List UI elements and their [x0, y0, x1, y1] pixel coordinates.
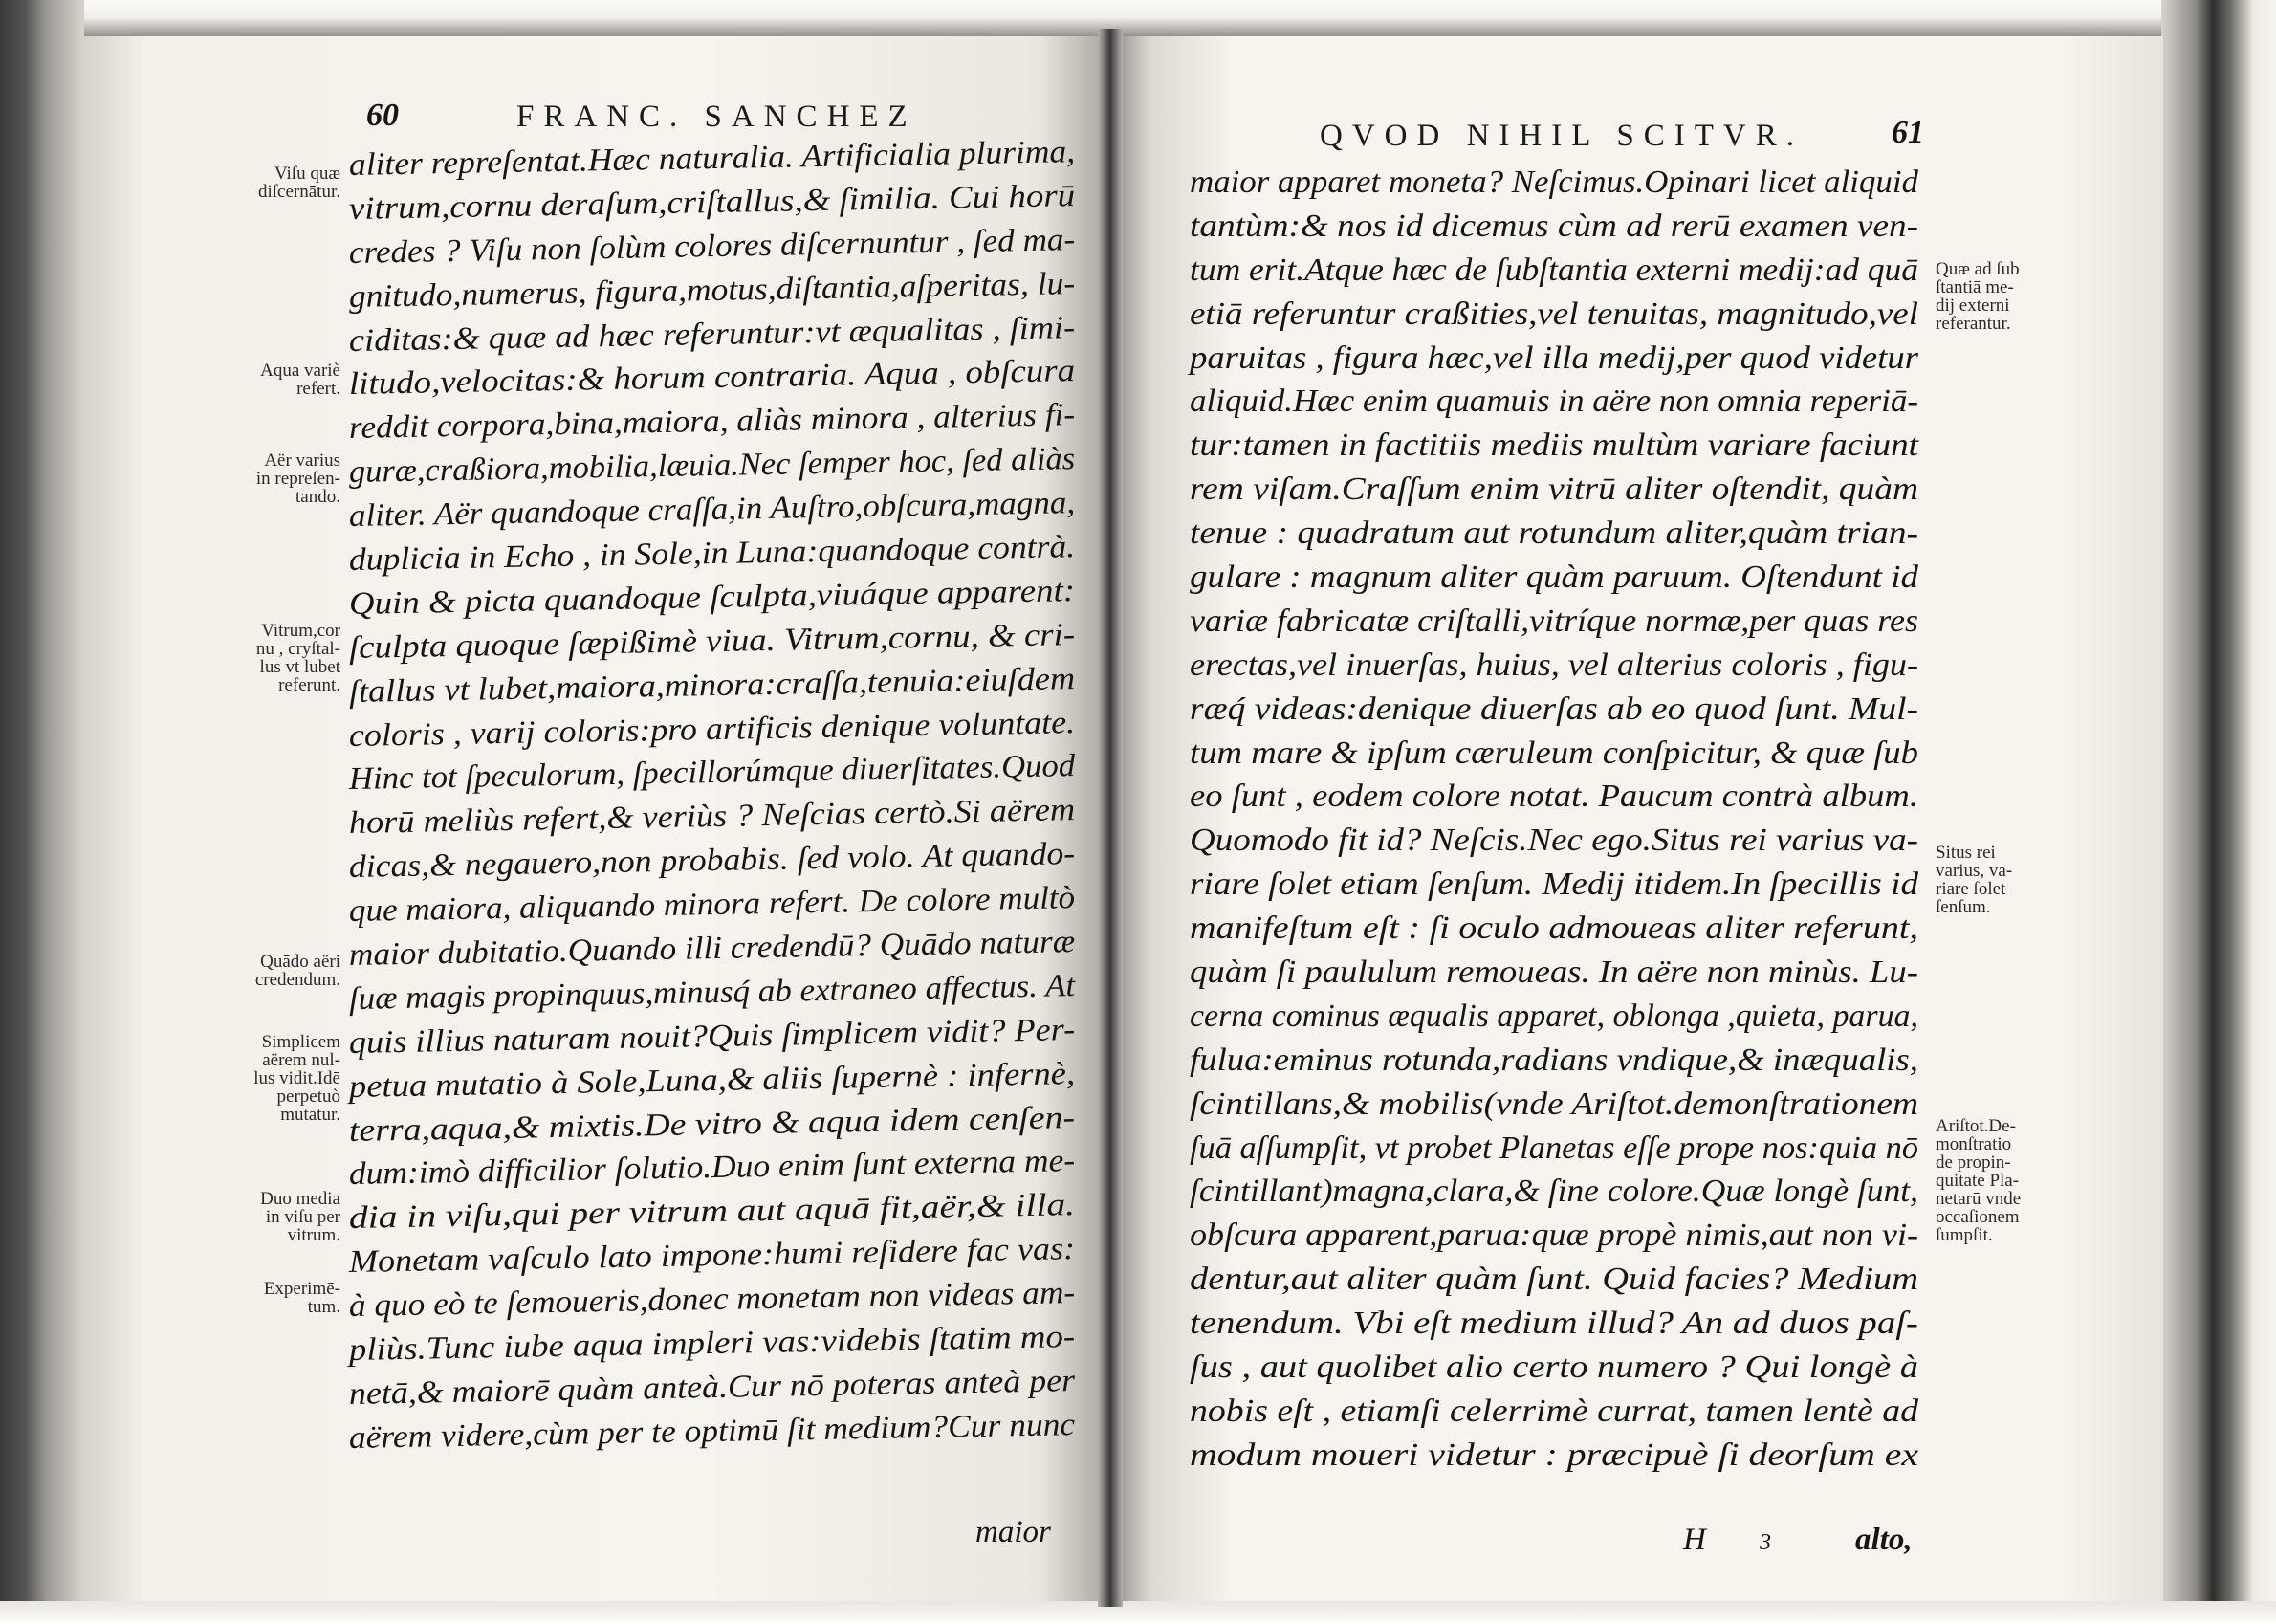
text-line: tantùm:& nos id dicemus cùm ad rerū examen ven- [1190, 208, 1918, 244]
text-line: pliùs.Tunc iube aqua impleri vas:videbis ſtatim mo- [348, 1319, 1076, 1369]
right-catchword: alto, [1855, 1523, 1913, 1557]
marginal-note-line: quitate Pla- [1936, 1171, 2020, 1191]
text-line: rem viſam.Craſſum enim vitrū aliter oſtendit, quàm [1190, 472, 1918, 508]
marginal-note-line: de propin- [1936, 1152, 2011, 1173]
text-line: que maiora, aliquando minora refert. De colore multò [348, 880, 1076, 930]
marginal-note-line: in viſu per [265, 1207, 340, 1227]
marginal-note-line: credendum. [254, 970, 340, 990]
marginal-note-line: riare ſolet [1936, 879, 2006, 899]
marginal-note [253, 1033, 340, 1124]
marginal-note-line: tando. [295, 487, 340, 507]
text-line: ſcintillans,& mobilis(vnde Ariſtot.demonſtrationem [1190, 1086, 1918, 1122]
book-gutter [1098, 29, 1123, 1607]
marginal-note-line: tum. [307, 1297, 340, 1317]
text-line: ciditas:& quæ ad hæc referuntur:vt æqualitas , ſimi- [348, 309, 1076, 359]
marginal-note-line: Simplicem [261, 1032, 340, 1052]
marginal-note-line: dij externi [1936, 296, 2010, 316]
marginal-note-line: Quæ ad ſub [1936, 259, 2020, 279]
text-line: Monetam vaſculo lato impone:humi reſidere fac vas: [348, 1231, 1076, 1281]
marginal-note [260, 1190, 340, 1244]
right-page-number: 61 [1892, 115, 1924, 150]
marginal-note-line: ſumpſit. [1936, 1225, 1993, 1245]
marginal-note [264, 1280, 340, 1316]
marginal-note-line: refert. [296, 379, 340, 399]
text-line: Hinc tot ſpeculorum, ſpecillorúmque diuerſitates.Quod [348, 748, 1076, 798]
text-line: modum moueri videtur : præcipuè ſi deorſum ex [1190, 1437, 1918, 1473]
text-line: maior dubitatio.Quando illi credendū? Quādo naturæ [348, 924, 1076, 974]
marginal-note-line: varius, va- [1936, 861, 2013, 881]
marginal-note-line: Ariſtot.De- [1936, 1116, 2016, 1136]
left-catchword: maior [975, 1515, 1051, 1549]
marginal-note-line: diſcernātur. [258, 182, 340, 202]
right-page-text [1190, 161, 1926, 1478]
marginal-note [255, 953, 340, 989]
text-line: eo ſunt , eodem colore notat. Paucum contrà album. [1190, 779, 1918, 815]
text-line: etiā referuntur craßities,vel tenuitas, magnitudo,vel [1190, 296, 1918, 332]
marginal-note-line: aërem nul- [262, 1050, 340, 1070]
text-line: horū meliùs refert,& veriùs ? Neſcias certò.Si aërem [348, 792, 1076, 842]
text-line: ſuæ magis propinquus,minusq́ ab extraneo affectus. At [348, 968, 1076, 1017]
marginal-note [256, 451, 340, 506]
marginal-note-line: monſtratio [1936, 1134, 2012, 1154]
text-line: aërem videre,cùm per te optimū ſit medium?Cur nunc [348, 1406, 1076, 1456]
text-line: obſcura apparent,parua:quæ propè nimis,aut non vi- [1190, 1218, 1918, 1254]
marginal-note-line: Aër varius [264, 450, 340, 471]
marginal-note [1936, 844, 2012, 916]
marginal-note-line: ſtantiā me- [1936, 277, 2014, 297]
text-line: ræq́ videas:denique diuerſas ab eo quod ſunt. Mul- [1190, 691, 1918, 727]
marginal-note-line: referunt. [278, 675, 340, 695]
marginal-note-line: nu , cryſtal- [255, 639, 340, 659]
text-line: aliter. Aër quandoque craſſa,in Auſtro,obſcura,magna, [348, 485, 1076, 535]
marginal-note-line: Duo media [260, 1189, 340, 1209]
marginal-note-line: lus vidit.Idē [253, 1068, 340, 1088]
marginal-note-line: in repreſen- [255, 469, 340, 489]
text-line: riare ſolet etiam ſenſum. Medij itidem.In ſpecillis id [1190, 867, 1918, 903]
signature-number: 3 [1760, 1530, 1771, 1555]
text-line: dum:imò difficilior ſolutio.Duo enim ſunt externa me- [348, 1143, 1076, 1193]
marginal-note-line: netarū vnde [1936, 1189, 2022, 1209]
right-running-head: QVOD NIHIL SCITVR. [1320, 119, 1805, 153]
text-line: credes ? Viſu non ſolùm colores diſcernuntur , ſed ma- [348, 221, 1076, 271]
marginal-note-line: referantur. [1936, 314, 2011, 334]
marginal-note [260, 362, 340, 398]
left-page-number: 60 [366, 98, 399, 133]
text-line: tenendum. Vbi eſt medium illud? An ad duos paſ- [1190, 1306, 1918, 1342]
text-line: cerna cominus æqualis apparet, oblonga ,quieta, parua, [1190, 998, 1918, 1034]
text-line: tenue : quadratum aut rotundum aliter,quàm trian- [1190, 516, 1918, 552]
text-line: à quo eò te ſemoueris,donec monetam non videas am- [348, 1275, 1076, 1325]
text-line: litudo,velocitas:& horum contraria. Aqua , obſcura [348, 353, 1076, 403]
text-line: fulua:eminus rotunda,radians vndique,& inæqualis, [1190, 1042, 1918, 1078]
text-line: tum erit.Atque hæc de ſubſtantia externi medij:ad quā [1190, 252, 1918, 288]
marginal-note-line: ſenſum. [1936, 897, 1991, 917]
text-line: ſuā aſſumpſit, vt probet Planetas eſſe prope nos:quia nō [1190, 1130, 1918, 1166]
text-line: tur:tamen in factitiis mediis multùm variare faciunt [1190, 428, 1918, 464]
marginal-note [258, 165, 340, 201]
marginal-note-line: Viſu quæ [274, 164, 340, 184]
text-line: dia in viſu,qui per vitrum aut aquā fit,aër,& illa. [348, 1187, 1076, 1237]
text-line: gnitudo,numerus, figura,motus,diſtantia,aſperitas, lu- [348, 265, 1076, 315]
text-line: ſus , aut quolibet alio certo numero ? Qui longè à [1190, 1350, 1918, 1386]
marginal-note-line: Aqua variè [260, 361, 340, 381]
marginal-note-line: vitrum. [287, 1225, 340, 1245]
left-running-head: FRANC. SANCHEZ [516, 99, 917, 134]
text-line: duplicia in Echo , in Sole,in Luna:quandoque contrà. [348, 529, 1076, 579]
text-line: aliquid.Hæc enim quamuis in aëre non omnia reperiā- [1190, 384, 1918, 420]
marginal-note [1936, 1117, 2021, 1244]
marginal-note-line: Quādo aëri [260, 952, 340, 972]
text-line: netā,& maiorē quàm anteà.Cur nō poteras anteà per [348, 1363, 1076, 1412]
text-line: maior apparet moneta? Neſcimus.Opinari licet aliquid [1190, 165, 1918, 200]
text-line: dentur,aut aliter quàm ſunt. Quid facies? Medium [1190, 1262, 1918, 1298]
text-line: quàm ſi paululum remoueas. In aëre non minùs. Lu- [1190, 955, 1918, 991]
text-line: petua mutatio à Sole,Luna,& aliis ſupernè : infernè, [348, 1055, 1076, 1105]
photo-bottom-edge [0, 1601, 2276, 1624]
marginal-note-line: Experimē- [263, 1279, 340, 1299]
left-page-text [348, 134, 1085, 1460]
book-right-edge [2161, 0, 2276, 1624]
marginal-note-line: mutatur. [280, 1105, 340, 1125]
text-line: vitrum,cornu deraſum,criſtallus,& ſimilia. Cui horū [348, 177, 1076, 227]
text-line: Quin & picta quandoque ſculpta,viuáque apparent: [348, 572, 1076, 622]
text-line: erectas,vel inuerſas, huius, vel alterius coloris , figu- [1190, 647, 1918, 683]
marginal-note-line: perpetuò [276, 1086, 340, 1107]
marginal-note-line: occaſionem [1936, 1207, 2020, 1227]
text-line: Quomodo fit id? Neſcis.Nec ego.Situs rei varius va- [1190, 823, 1918, 859]
marginal-note-line: lus vt lubet [259, 657, 340, 677]
text-line: ſculpta quoque ſæpißimè viua. Vitrum,cornu, & cri- [348, 616, 1076, 666]
text-line: guræ,craßiora,mobilia,læuia.Nec ſemper hoc, ſed aliàs [348, 441, 1076, 491]
text-line: ſcintillant)magna,clara,& ſine colore.Quæ longè ſunt, [1190, 1174, 1918, 1210]
book-left-edge [0, 0, 84, 1624]
text-line: variæ fabricatæ criſtalli,vitríque normæ,per quas res [1190, 603, 1918, 639]
text-line: ſtallus vt lubet,maiora,minora:craſſa,tenuia:eiuſdem [348, 660, 1076, 710]
text-line: paruitas , figura hæc,vel illa medij,per quod videtur [1190, 340, 1918, 376]
text-line: gulare : magnum aliter quàm paruum. Oſtendunt id [1190, 560, 1918, 596]
text-line: terra,aqua,& mixtis.De vitro & aqua idem cenſen- [348, 1099, 1076, 1149]
text-line: tum mare & ipſum cæruleum conſpicitur, & quæ ſub [1190, 735, 1918, 771]
text-line: aliter repreſentat.Hæc naturalia. Artificialia plurima, [348, 134, 1076, 183]
marginal-note [1936, 260, 2020, 333]
marginal-note-line: Situs rei [1936, 843, 1996, 863]
marginal-note [256, 622, 340, 694]
text-line: quis illius naturam nouit?Quis ſimplicem vidit? Per- [348, 1011, 1076, 1061]
text-line: nobis eſt , etiamſi celerrimè currat, tamen lentè ad [1190, 1393, 1918, 1429]
text-line: dicas,& negauero,non probabis. ſed volo. At quando- [348, 836, 1076, 886]
signature-mark: H [1683, 1523, 1706, 1557]
photo-top-edge [0, 0, 2276, 38]
text-line: coloris , varij coloris:pro artificis denique voluntate. [348, 704, 1076, 754]
marginal-note-line: Vitrum,cor [261, 621, 340, 641]
text-line: reddit corpora,bina,maiora, aliàs minora , alterius fi- [348, 397, 1076, 447]
text-line: manifeſtum eſt : ſi oculo admoueas aliter referunt, [1190, 911, 1918, 947]
